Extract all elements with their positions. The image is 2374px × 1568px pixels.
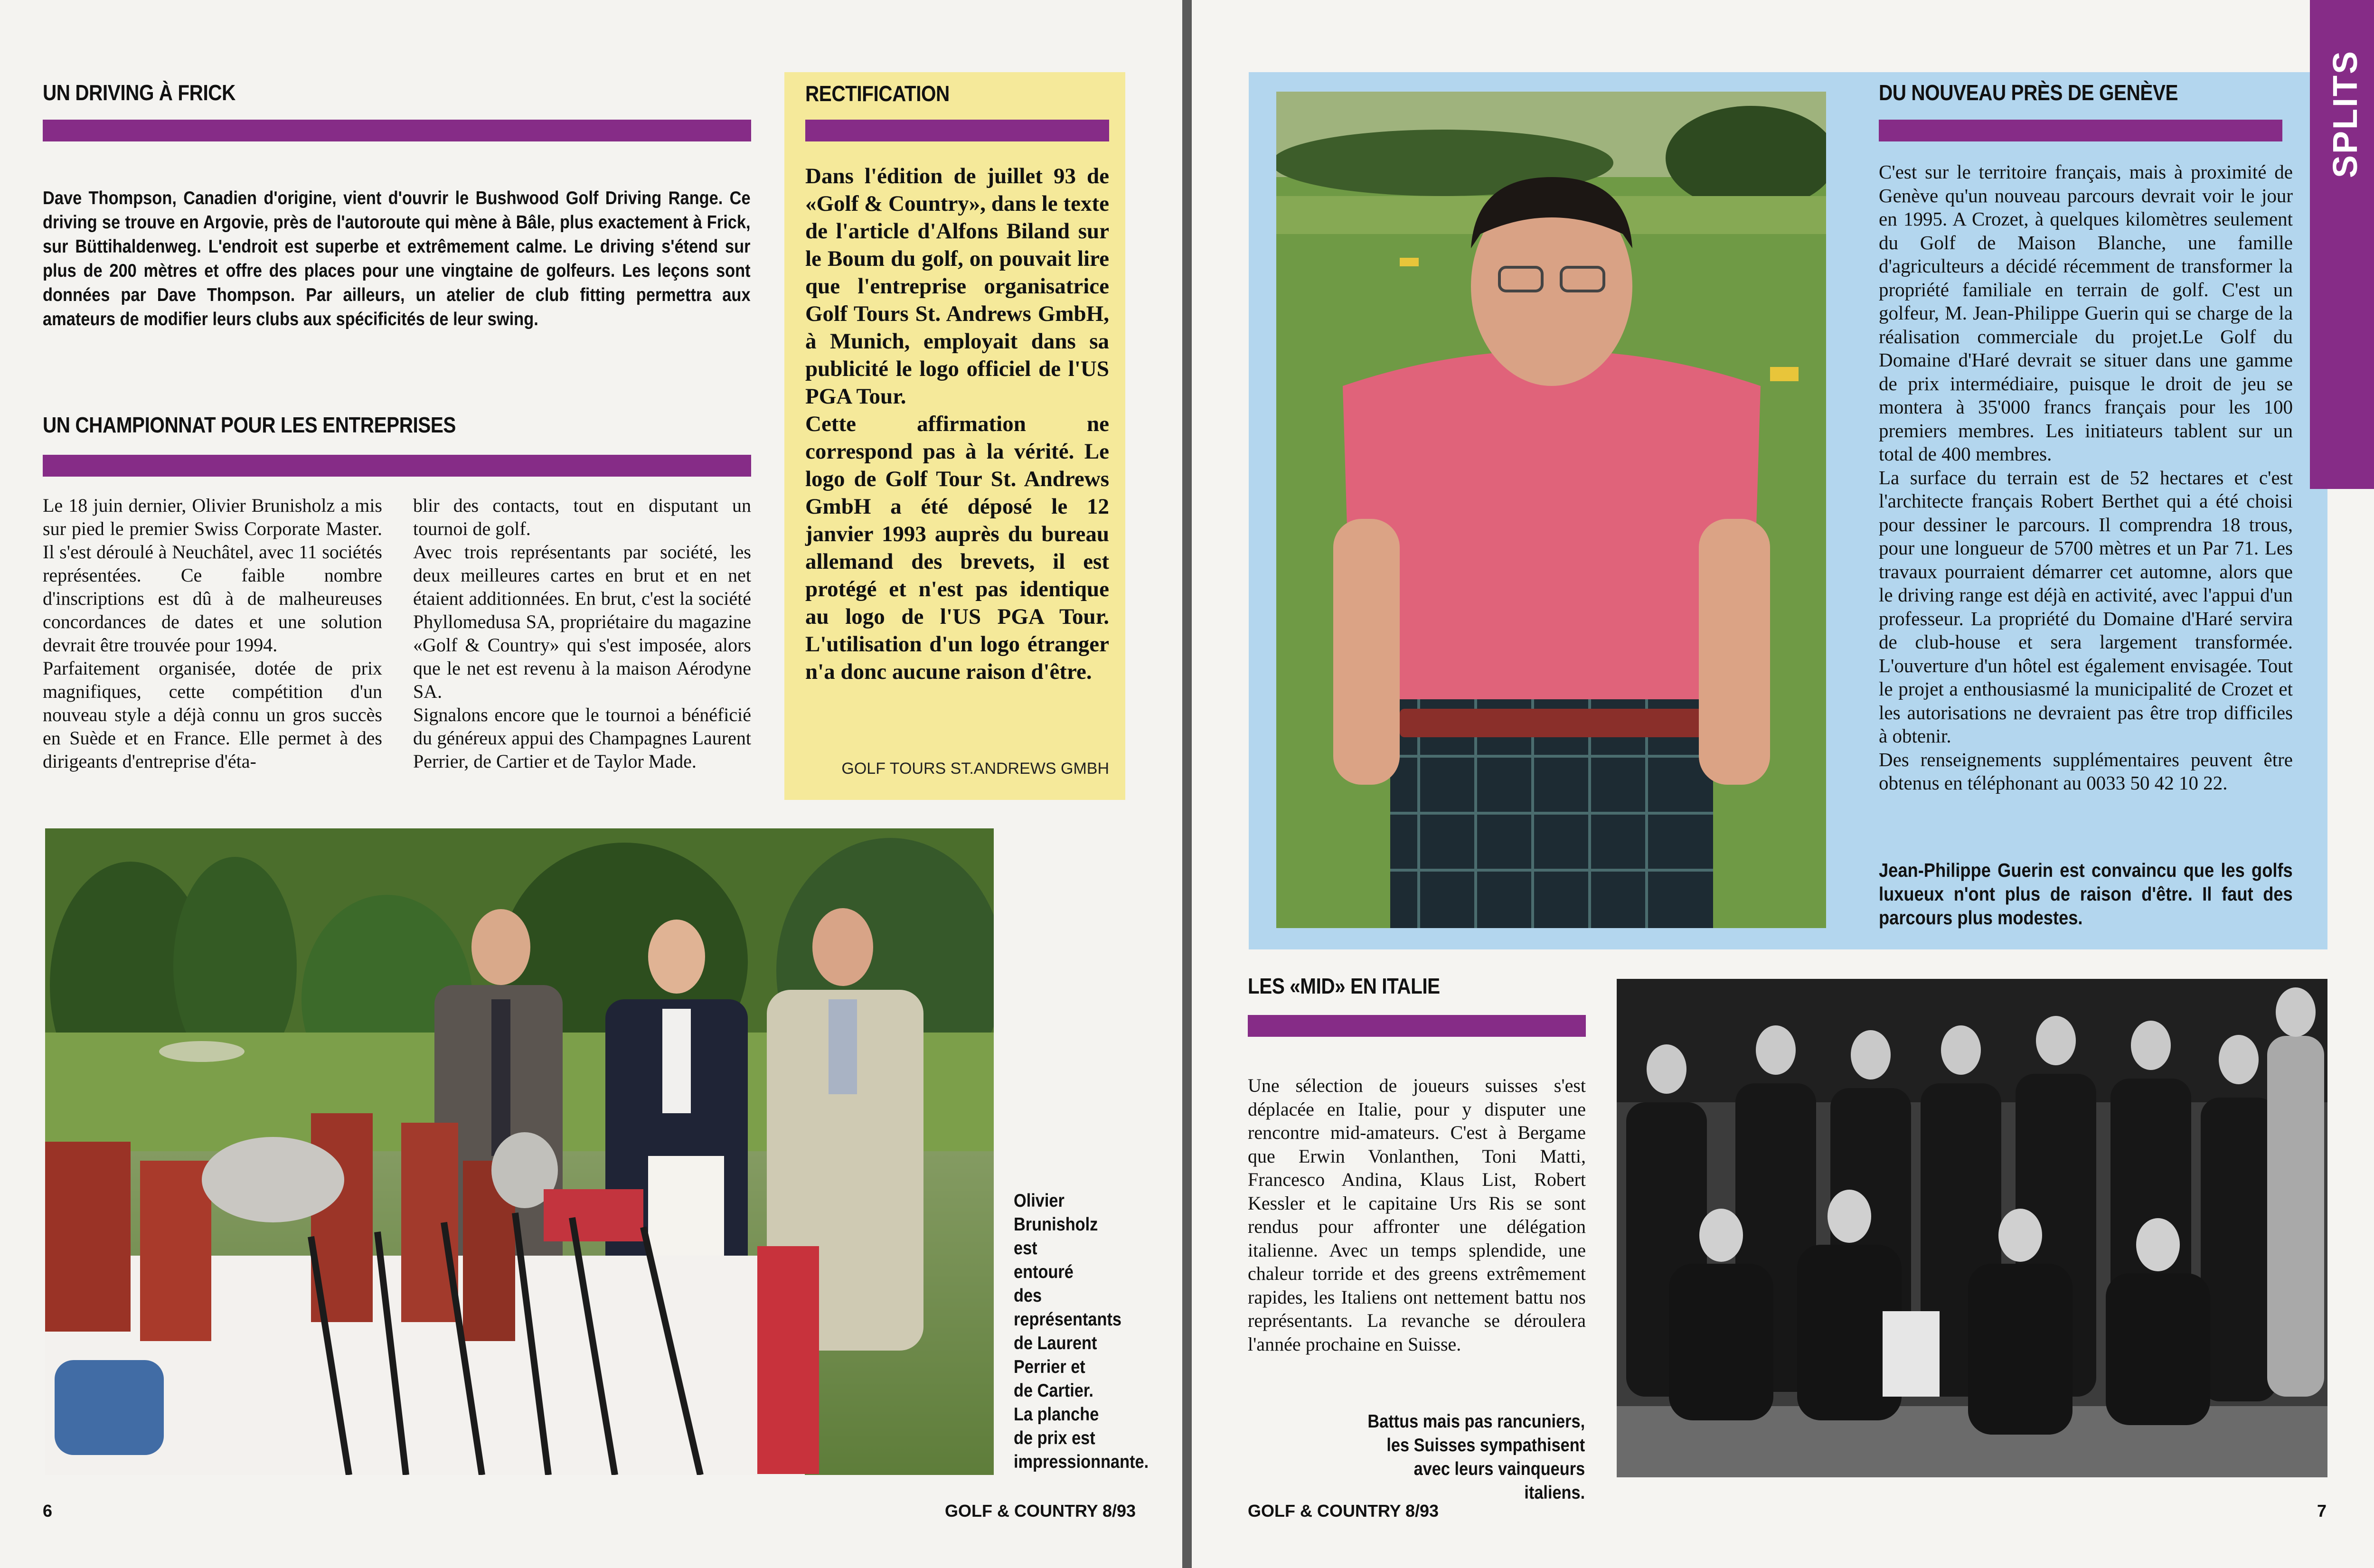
- driving-heading: UN DRIVING À FRICK: [43, 80, 236, 105]
- rectification-heading: RECTIFICATION: [805, 81, 950, 106]
- driving-heading-bar: [43, 120, 751, 141]
- geneve-heading: DU NOUVEAU PRÈS DE GENÈVE: [1879, 80, 2178, 105]
- rectification-text: Dans l'édition de juillet 93 de «Golf & Country», dans le texte de l'article d'Alfons Biland sur le Boum du golf, on pouvait lire que l'entreprise organisatrice Golf Tours St. Andrews GmbH, à Munich, employait dans sa publicité le logo officiel de l'US PGA Tour. Cette affirmation ne correspond pas à la vérité. Le logo de Golf Tour St. Andrews GmbH a été déposé le 12 janvier 1993 auprès du bureau allemand des brevets, il est protégé et n'est pas identique au logo de l'US PGA Tour. L'utilisation d'un logo étranger n'a donc aucune raison d'être.: [805, 164, 1109, 684]
- awards-photo-caption: Olivier Brunisholz est entouré des représentants de Laurent Perrier et de Cartier. La planche de prix est impressionnante.: [1014, 1191, 1149, 1472]
- rectification-heading-bar: [805, 120, 1109, 141]
- section-tab: [2310, 0, 2374, 489]
- page-number-left: 6: [43, 1501, 53, 1521]
- italie-group-photo: [1617, 979, 2327, 1477]
- folio-title-right: GOLF & COUNTRY 8/93: [1248, 1501, 1439, 1521]
- rectification-box: [784, 72, 1125, 800]
- geneve-heading-bar: [1879, 120, 2282, 141]
- driving-text: Dave Thompson, Canadien d'origine, vient d'ouvrir le Bushwood Golf Driving Range. Ce driving se trouve en Argovie, près de l'autoroute qui mène à Bâle, plus exactement à Frick, sur Büttihaldenweg. L'endroit est superbe et extrêmement calme. Le driving s'étend sur plus de 200 mètres et offre des places pour une vingtaine de golfeurs. Les leçons sont données par Dave Thompson. Par ailleurs, un atelier de club fitting permettra aux amateurs de modifier leurs clubs aux spécificités de leur swing.: [43, 188, 751, 329]
- section-tab-label: SPLITS: [2326, 49, 2365, 178]
- awards-photo: [45, 828, 994, 1475]
- left-page: [0, 0, 1182, 1568]
- right-page: [1192, 0, 2374, 1568]
- italie-heading: LES «MID» EN ITALIE: [1248, 974, 1440, 998]
- italie-photo-caption: Battus mais pas rancuniers, les Suisses sympathisent avec leurs vainqueurs italiens.: [1367, 1411, 1585, 1503]
- folio-title-left: GOLF & COUNTRY 8/93: [945, 1501, 1136, 1521]
- championnat-column-1: Le 18 juin dernier, Olivier Brunisholz a mis sur pied le premier Swiss Corporate Master. Il s'est déroulé à Neuchâtel, avec 11 sociétés représentées. Ce faible nombre d'inscriptions est dû à de malheureuses concordances de dates et une solution devrait être trouvée pour 1994. Parfaitement organisée, dotée de prix magnifiques, cette compétition d'un nouveau style a déjà connu un gros succès en Suède et en France. Elle permet à des dirigeants d'entreprise d'éta-: [43, 495, 382, 772]
- guerin-portrait-photo: [1276, 92, 1826, 928]
- italie-heading-bar: [1248, 1015, 1586, 1037]
- championnat-column-2: blir des contacts, tout en disputant un tournoi de golf. Avec trois représentants par société, les deux meilleures cartes en brut et en net étaient additionnées. En brut, c'est la société Phyllomedusa SA, propriétaire du magazine «Golf & Country» qui s'est imposée, alors que le net est revenu à la maison Aérodyne SA. Signalons encore que le tournoi a bénéficié du généreux appui des Champagnes Laurent Perrier, de Cartier et de Taylor Made.: [413, 495, 751, 772]
- geneve-photo-caption: Jean-Philippe Guerin est convaincu que les golfs luxueux n'ont plus de raison d'être. Il faut des parcours plus modestes.: [1879, 859, 2293, 929]
- championnat-heading: UN CHAMPIONNAT POUR LES ENTREPRISES: [43, 413, 456, 437]
- italie-text: Une sélection de joueurs suisses s'est déplacée en Italie, pour y disputer une rencontre mid-amateurs. C'est à Bergame que Erwin Vonlanthen, Toni Matti, Francesco Andina, Klaus List, Robert Kessler et le capitaine Urs Ris se sont rendus pour affronter une délégation italienne. Avec un temps splendide, une chaleur torride et des greens extrêmement rapides, les Italiens ont nettement battu nos représentants. La revanche se déroulera l'année prochaine en Suisse.: [1248, 1075, 1586, 1355]
- page-number-right: 7: [2317, 1501, 2327, 1521]
- geneve-text: C'est sur le territoire français, mais à proximité de Genève qu'un nouveau parcours devrait voir le jour en 1995. A Crozet, à quelques kilomètres seulement du Golf de Maison Blanche, une famille d'agriculteurs a décidé récemment de transformer la propriété familiale en terrain de golf. C'est un golfeur, M. Jean-Philippe Guerin qui se charge de la réalisation commerciale du projet.Le Golf du Domaine d'Haré devrait se situer dans une gamme de prix intermédiaire, puisque le droit de jeu se montera à 35'000 francs français pour les 100 premiers membres. Les initiateurs tablent sur un total de 400 membres. La surface du terrain est de 52 hectares et c'est l'architecte français Robert Berthet qui a été choisi pour dessiner le parcours. Il comprendra 18 trous, pour une longueur de 5700 mètres et un Par 71. Les travaux pourraient démarrer cet automne, alors que le driving range est déjà en activité, avec l'appui d'un professeur. La propriété du Domaine d'Haré servira de club-house et sera largement transformée. L'ouverture d'un hôtel est également envisagée. Tout le projet a enthousiasmé la municipalité de Crozet et les autorisations ne devraient pas être trop difficiles à obtenir. Des renseignements supplémentaires peuvent être obtenus en téléphonant au 0033 50 42 10 22.: [1879, 161, 2293, 794]
- rectification-signature: GOLF TOURS ST.ANDREWS GMBH: [841, 760, 1109, 778]
- championnat-heading-bar: [43, 455, 751, 477]
